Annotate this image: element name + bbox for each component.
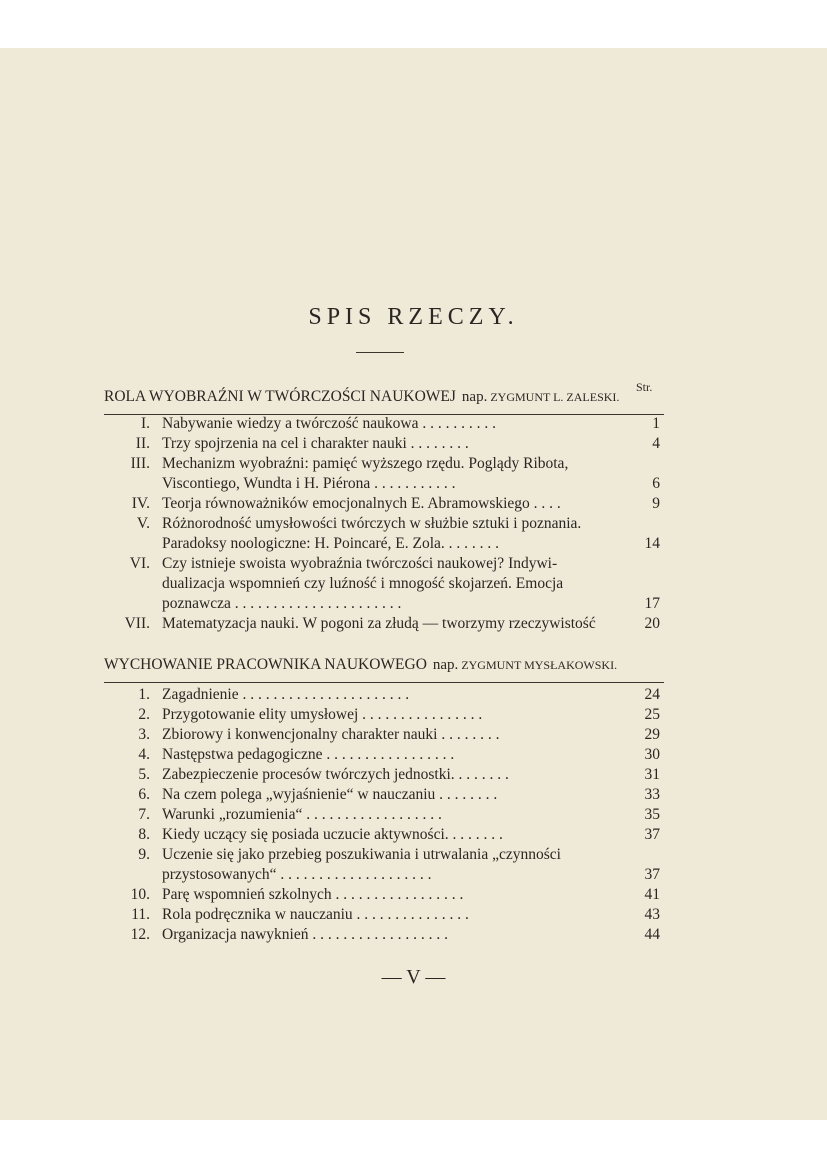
title-rule [356,352,404,353]
entry-page-number: 31 [644,766,660,783]
entry-title [162,905,620,925]
entry-title [162,725,620,745]
toc-entry [104,705,660,725]
entry-title-line: Czy istnieje swoista wyobraźnia twórczości naukowej? Indywi- [162,555,558,572]
entry-title [162,765,620,785]
entry-title [162,685,620,705]
toc-entry [104,454,660,494]
toc-entry [104,845,660,885]
toc-entry [104,685,660,705]
author-prefix: nap. [432,657,459,673]
entry-title-line: Przygotowanie elity umysłowej . . . . . . . . . . . . . . . . [162,706,483,723]
entry-title-line: Uczenie się jako przebieg poszukiwania i utrwalania „czynności [162,846,561,863]
toc-entry [104,514,660,554]
toc-entry [104,765,660,785]
entry-title-line: poznawcza . . . . . . . . . . . . . . . . . . . . . . [162,595,402,612]
entry-number: 11. [131,906,150,923]
entry-title [162,614,620,634]
entry-title-line: Trzy spojrzenia na cel i charakter nauki . . . . . . . . [162,435,469,452]
toc-entry [104,825,660,845]
toc-entry [104,805,660,825]
section-heading [104,656,664,674]
entry-number: VII. [124,615,150,632]
author-prefix: nap. [461,389,488,405]
entry-title [162,785,620,805]
entry-title-line: Teorja równoważników emocjonalnych E. Abramowskiego . . . . [162,495,561,512]
entry-number: 7. [138,806,150,823]
entry-number: 2. [138,706,150,723]
entry-title-line: Matematyzacja nauki. W pogoni za złudą — tworzymy rzeczywistość [162,615,596,632]
entry-title-line: Zagadnienie . . . . . . . . . . . . . . . . . . . . . . [162,686,410,703]
toc-entry [104,494,660,514]
entry-page-number: 25 [644,706,660,723]
entry-page-number: 37 [644,866,660,883]
entry-page-number: 6 [652,475,660,492]
toc-entry [104,725,660,745]
entry-number: I. [140,415,150,432]
entry-page-number: 33 [644,786,660,803]
entry-title-line: Na czem polega „wyjaśnienie“ w nauczaniu . . . . . . . . [162,786,498,803]
entry-title-line: Zabezpieczenie procesów twórczych jednostki. . . . . . . . [162,766,509,783]
entry-title-line: Viscontiego, Wundta i H. Piérona . . . . . . . . . . . [162,475,456,492]
entry-title-line: przystosowanych“ . . . . . . . . . . . . . . . . . . . . [162,866,432,883]
entry-title-line: Warunki „rozumienia“ . . . . . . . . . . . . . . . . . . [162,806,442,823]
page-title: SPIS RZECZY. [308,304,519,330]
section-rule [104,682,664,683]
entry-number: 5. [138,766,150,783]
entry-title [162,554,620,614]
entry-number: 8. [138,826,150,843]
entry-page-number: 24 [644,686,660,703]
entry-page-number: 29 [644,726,660,743]
toc-entry [104,745,660,765]
entry-title-line: Nabywanie wiedzy a twórczość naukowa . . . . . . . . . . [162,415,497,432]
section-title: WYCHOWANIE PRACOWNIKA NAUKOWEGO [104,656,427,673]
entry-page-number: 20 [644,615,660,632]
entry-number: V. [136,515,150,532]
entry-page-number: 17 [644,595,660,612]
entry-title-line: dualizacja wspomnień czy luźność i mnogość skojarzeń. Emocja [162,575,564,592]
section-heading [104,388,664,406]
entry-title-line: Parę wspomnień szkolnych . . . . . . . . . . . . . . . . . [162,886,464,903]
entry-page-number: 37 [644,826,660,843]
entry-page-number: 41 [644,886,660,903]
entry-number: 1. [138,686,150,703]
entry-title [162,514,620,554]
entry-title [162,805,620,825]
entry-title-line: Zbiorowy i konwencjonalny charakter nauki . . . . . . . . [162,726,500,743]
entry-page-number: 1 [652,415,660,432]
entry-title-line: Następstwa pedagogiczne . . . . . . . . . . . . . . . . . [162,746,455,763]
toc-entry [104,434,660,454]
entry-number: 4. [138,746,150,763]
entry-page-number: 43 [644,906,660,923]
entry-number: 12. [130,926,150,943]
entry-title-line: Mechanizm wyobraźni: pamięć wyższego rzędu. Poglądy Ribota, [162,455,569,472]
author-name: ZYGMUNT MYSŁAKOWSKI. [461,658,618,672]
entry-title [162,705,620,725]
entry-title-line: Paradoksy noologiczne: H. Poincaré, E. Zola. . . . . . . . [162,535,500,552]
toc-entry [104,614,660,634]
toc-entry [104,905,660,925]
section-title: ROLA WYOBRAŹNI W TWÓRCZOŚCI NAUKOWEJ [104,388,456,405]
entry-number: III. [130,455,150,472]
toc-entry [104,414,660,434]
entry-number: 10. [130,886,150,903]
page-column-label: Str. [636,380,653,394]
toc-entry [104,785,660,805]
entry-title [162,434,620,454]
entry-title [162,454,620,494]
toc-entry [104,925,660,945]
toc-entry [104,885,660,905]
entry-number: 3. [138,726,150,743]
entry-page-number: 35 [644,806,660,823]
entry-page-number: 14 [644,535,660,552]
entry-title [162,825,620,845]
entry-title-line: Rola podręcznika w nauczaniu . . . . . . . . . . . . . . . [162,906,469,923]
author-name: ZYGMUNT L. ZALESKI. [490,390,620,404]
entry-page-number: 9 [652,495,660,512]
entry-page-number: 44 [644,926,660,943]
entry-title-line: Organizacja nawyknień . . . . . . . . . . . . . . . . . . [162,926,448,943]
entry-title [162,885,620,905]
section-author [462,390,620,404]
entry-title [162,414,620,434]
entry-number: II. [135,435,150,452]
toc-entry [104,554,660,614]
section-author [433,658,617,672]
page-number-footer: — V — [381,966,446,988]
entry-number: VI. [129,555,150,572]
entry-number: IV. [131,495,150,512]
entry-number: 6. [138,786,150,803]
entry-title-line: Kiedy uczący się posiada uczucie aktywności. . . . . . . . [162,826,503,843]
entry-number: 9. [138,846,150,863]
entry-title [162,745,620,765]
entry-page-number: 4 [652,435,660,452]
entry-title [162,494,620,514]
entry-title [162,845,620,885]
entry-title [162,925,620,945]
entry-page-number: 30 [644,746,660,763]
entry-title-line: Różnorodność umysłowości twórczych w służbie sztuki i poznania. [162,515,582,532]
